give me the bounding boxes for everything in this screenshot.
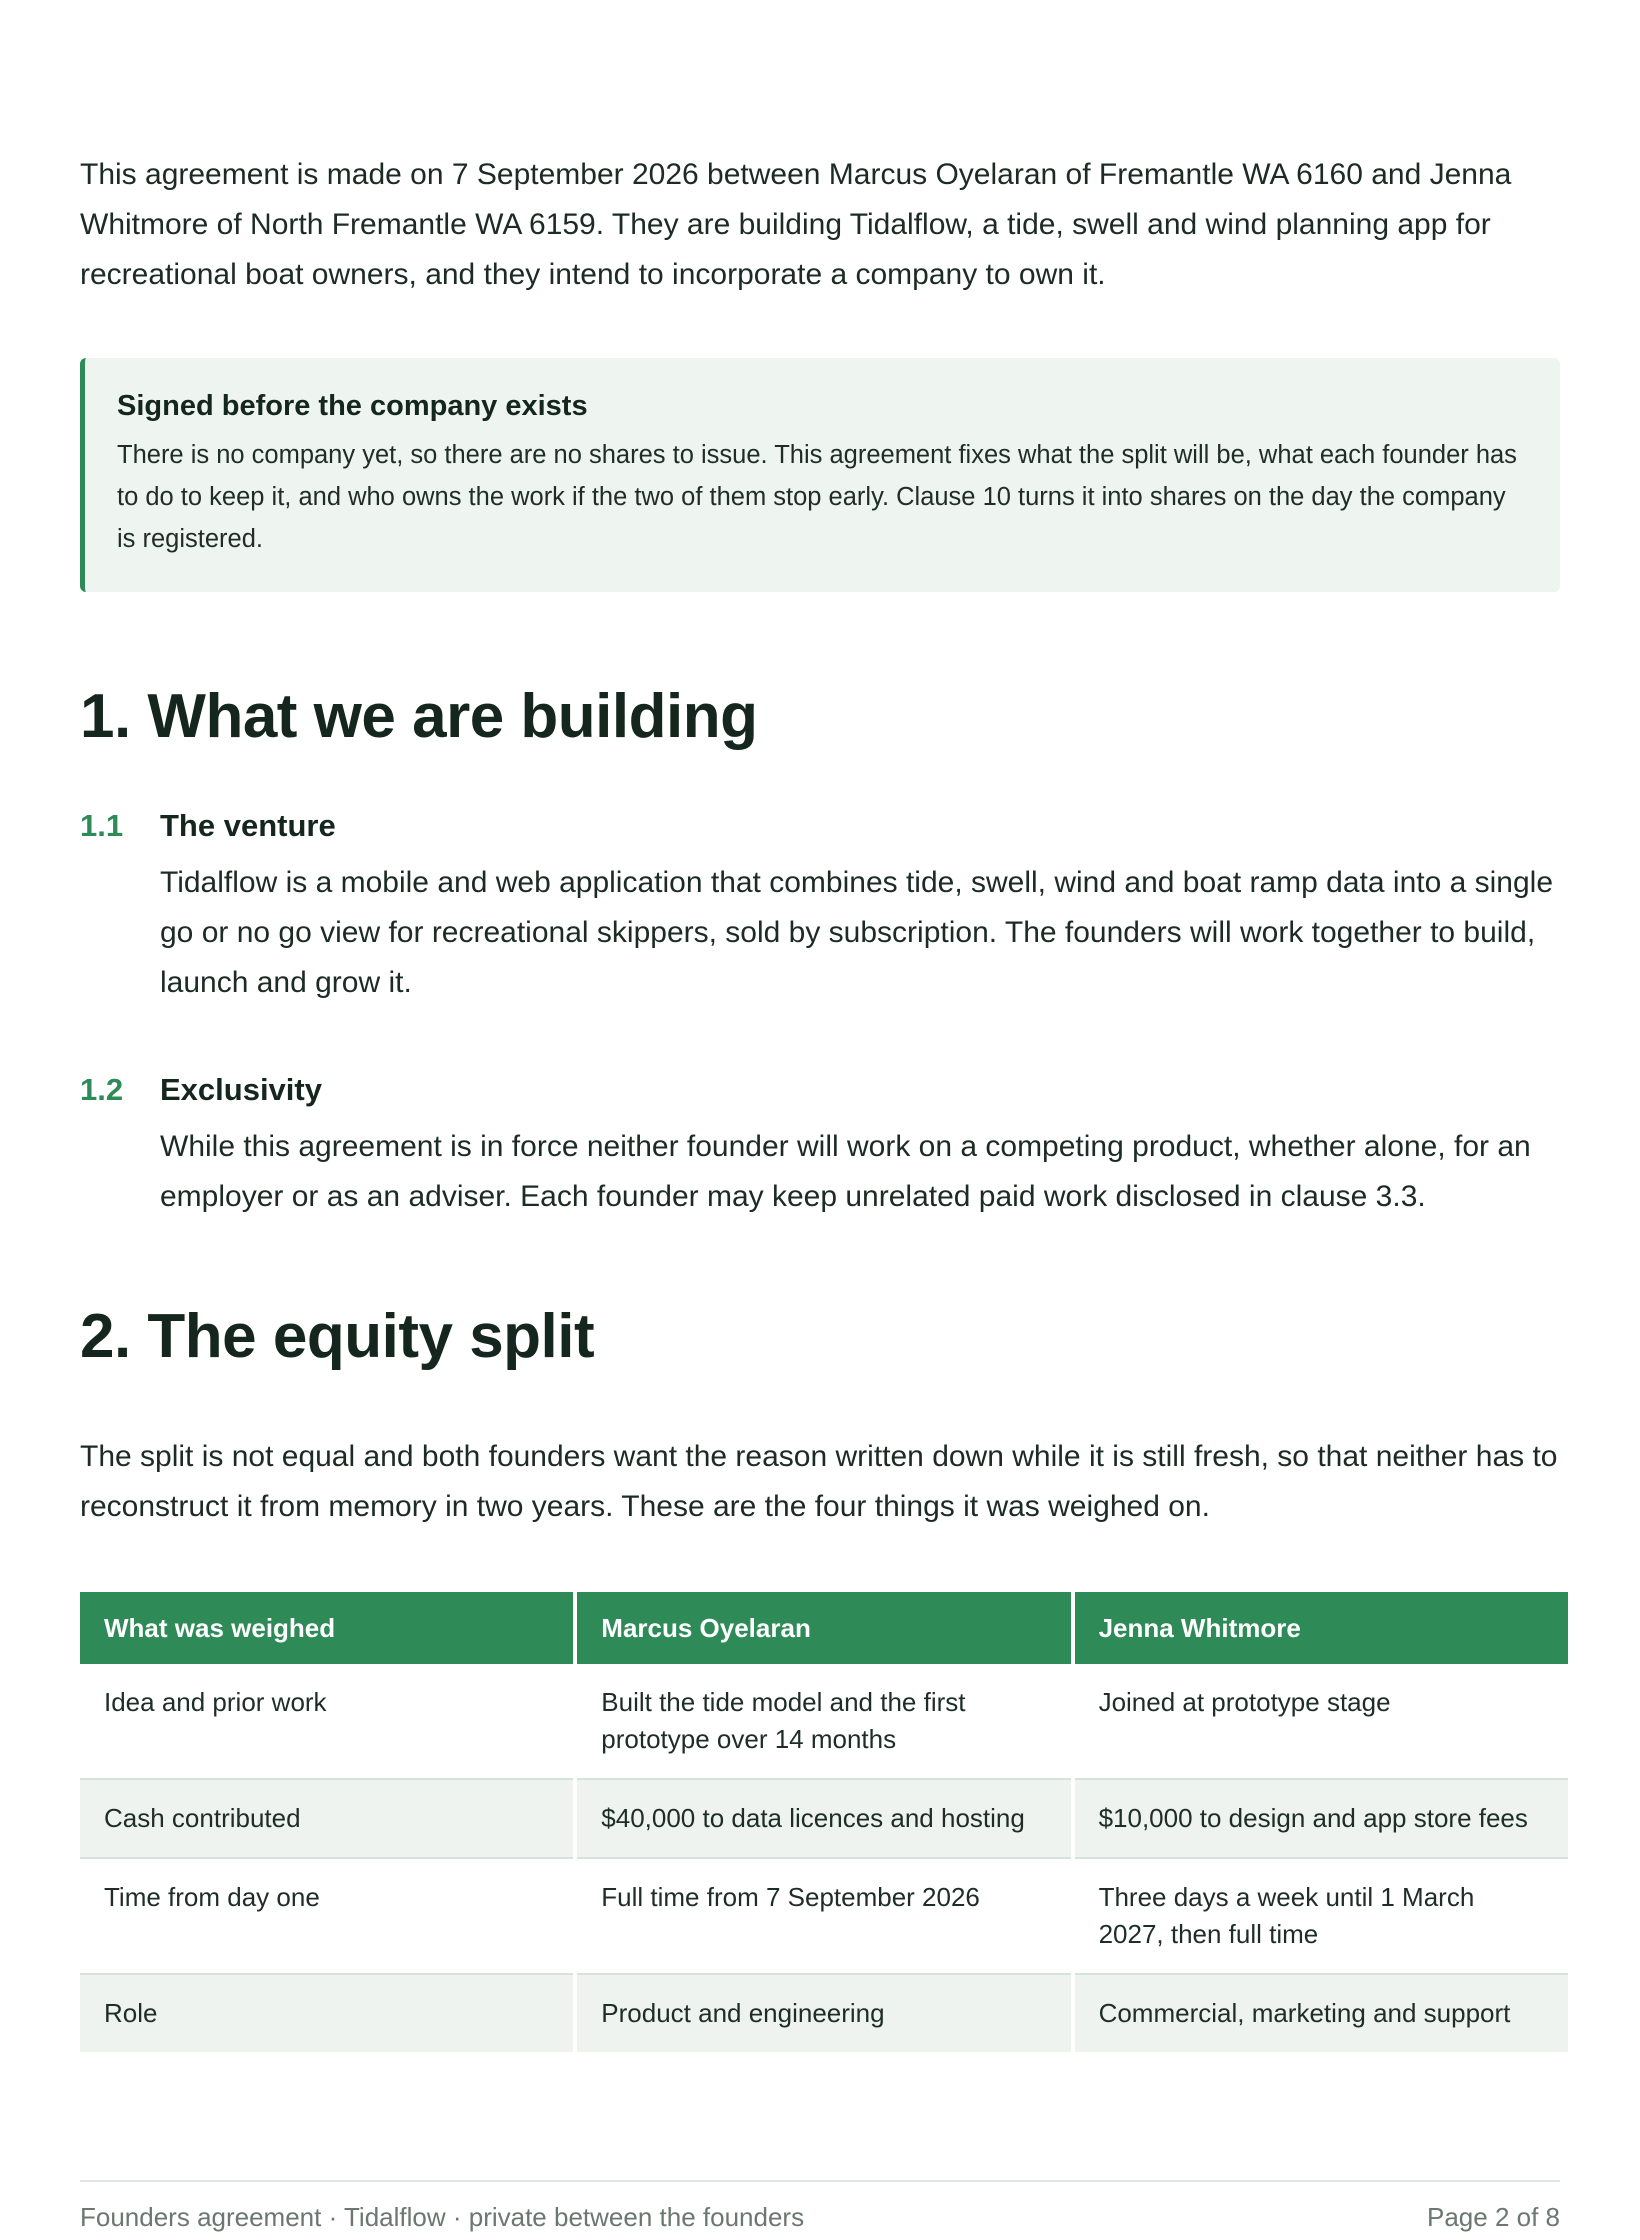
- table-header-cell: Marcus Oyelaran: [577, 1592, 1070, 1664]
- table-header-cell: Jenna Whitmore: [1075, 1592, 1568, 1664]
- clause-number: 1.1: [80, 808, 124, 843]
- clause-body: While this agreement is in force neither founder will work on a competing product, whether alone, for an employer or as an adviser. Each founder may keep unrelated paid work disclosed in clause 3.3.: [160, 1130, 1531, 1213]
- table-cell: Cash contributed: [80, 1780, 573, 1859]
- footer-title: Founders agreement · Tidalflow · private between the founders: [80, 2202, 805, 2232]
- section-1-heading: 1. What we are building: [80, 682, 758, 751]
- table-cell: Three days a week until 1 March 2027, then full time: [1075, 1859, 1568, 1975]
- callout-text: There is no company yet, so there are no shares to issue. This agreement fixes what the split will be, what each founder has to do to keep it, and who owns the work if the two of them stop early. Clause 10 turns it into shares on the day the company is registered.: [117, 441, 1517, 553]
- footer-divider: [80, 2180, 1560, 2182]
- table-cell: Role: [80, 1975, 573, 2052]
- section-2-heading: 2. The equity split: [80, 1302, 595, 1371]
- table-row: [80, 1975, 1568, 2052]
- callout-box: [80, 358, 1560, 592]
- table-cell: $10,000 to design and app store fees: [1075, 1780, 1568, 1859]
- table-cell: Time from day one: [80, 1859, 573, 1975]
- clause-body: Tidalflow is a mobile and web application that combines tide, swell, wind and boat ramp data into a single go or no go view for recreational skippers, sold by subscription. The founders will work together to build, launch and grow it.: [160, 866, 1554, 999]
- weighing-table: [76, 1592, 1572, 2052]
- table-row: [80, 1780, 1568, 1859]
- table-header-row: [80, 1592, 1568, 1664]
- section-2-intro: The split is not equal and both founders want the reason written down while it is still fresh, so that neither has to reconstruct it from memory in two years. These are the four things it was weighed on.: [80, 1440, 1558, 1523]
- callout-title: Signed before the company exists: [117, 390, 588, 422]
- table-cell: $40,000 to data licences and hosting: [577, 1780, 1070, 1859]
- table-header-cell: What was weighed: [80, 1592, 573, 1664]
- table-row: [80, 1664, 1568, 1780]
- table-cell: Full time from 7 September 2026: [577, 1859, 1070, 1975]
- clause-title: Exclusivity: [160, 1072, 322, 1107]
- clause-number: 1.2: [80, 1072, 124, 1107]
- table-cell: Built the tide model and the first prototype over 14 months: [577, 1664, 1070, 1780]
- table-cell: Idea and prior work: [80, 1664, 573, 1780]
- intro-paragraph: This agreement is made on 7 September 2026 between Marcus Oyelaran of Fremantle WA 6160 and Jenna Whitmore of North Fremantle WA 6159. They are building Tidalflow, a tide, swell and wind planning app for recreational boat owners, and they intend to incorporate a company to own it.: [80, 158, 1512, 291]
- table-row: [80, 1859, 1568, 1975]
- table-cell: Commercial, marketing and support: [1075, 1975, 1568, 2052]
- table-cell: Product and engineering: [577, 1975, 1070, 2052]
- table-cell: Joined at prototype stage: [1075, 1664, 1568, 1780]
- page-number: Page 2 of 8: [1427, 2202, 1560, 2232]
- clause-title: The venture: [160, 808, 336, 843]
